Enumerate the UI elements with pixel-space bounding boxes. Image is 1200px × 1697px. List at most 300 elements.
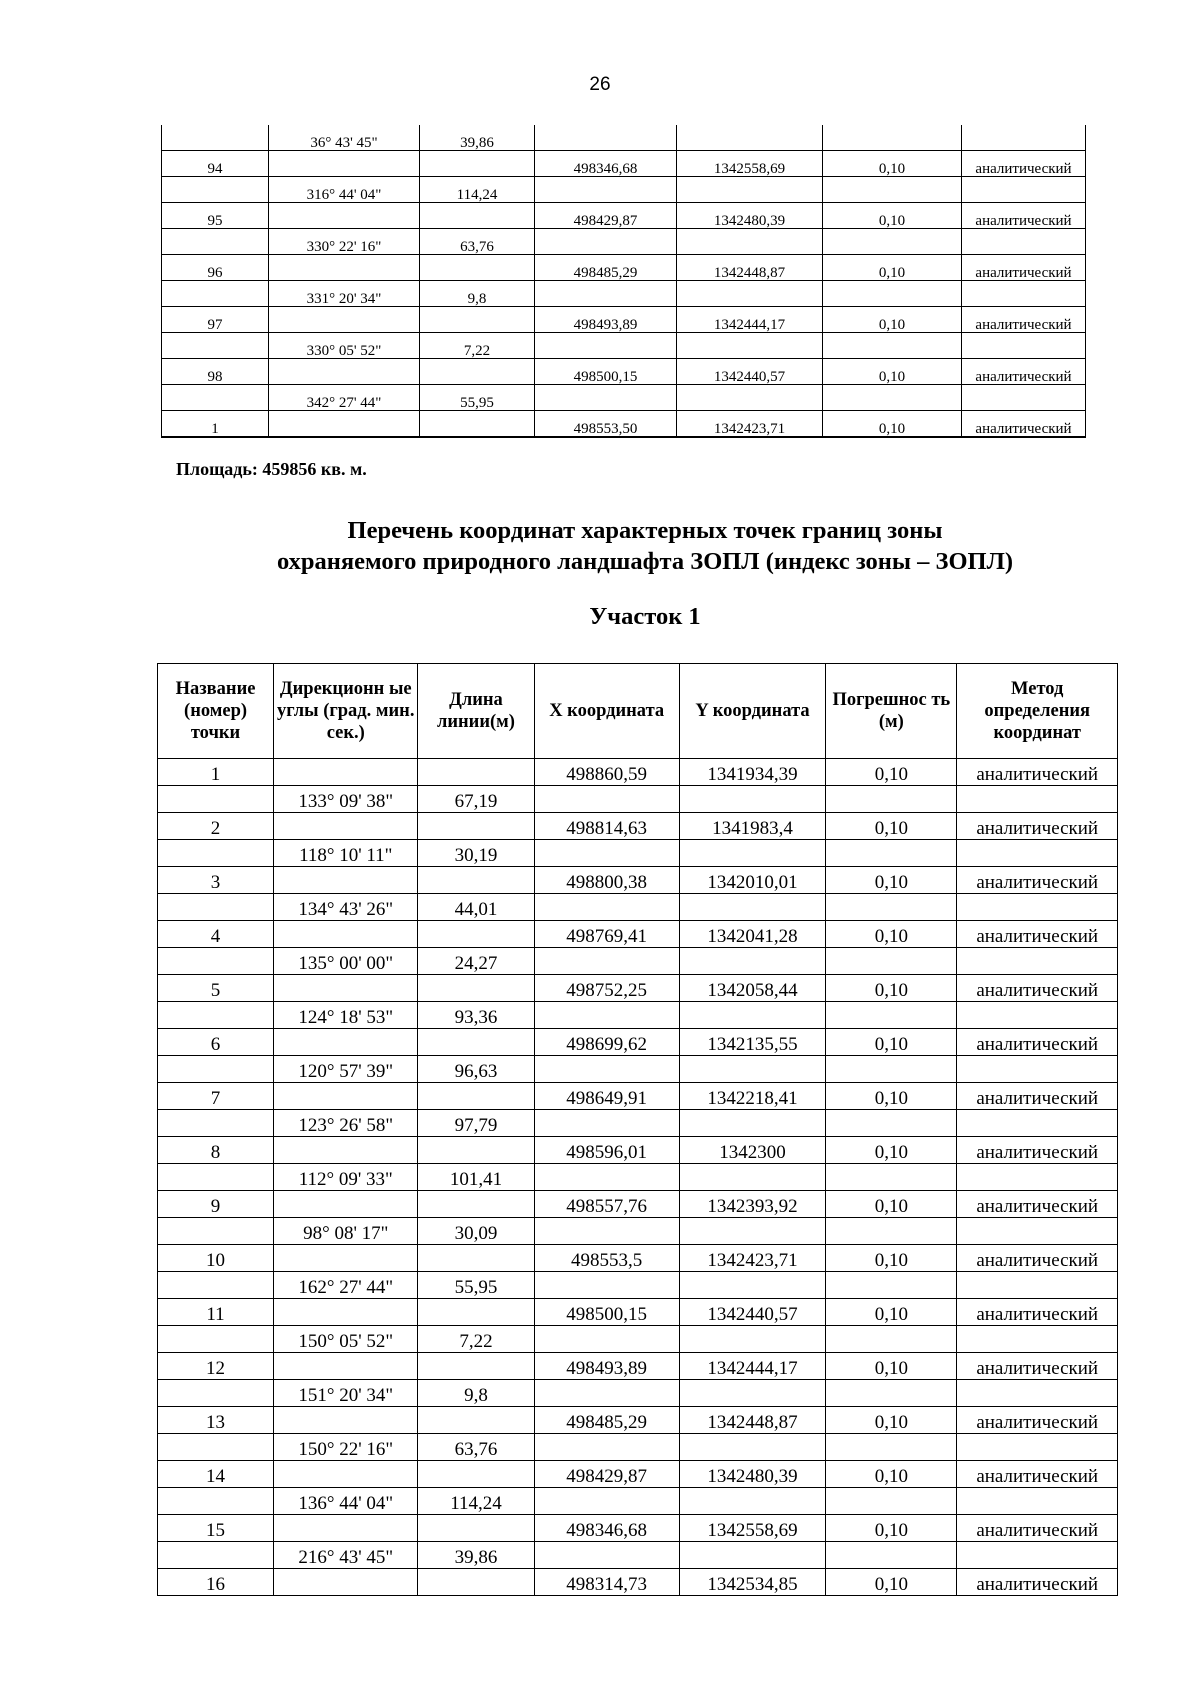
cell-x: 498596,01	[534, 1137, 679, 1164]
cell-angle: 316° 44' 04"	[269, 177, 420, 203]
cell-length: 44,01	[418, 894, 534, 921]
cell-x: 498493,89	[534, 1353, 679, 1380]
cell-angle: 36° 43' 45"	[269, 125, 420, 151]
cell-y: 1342440,57	[677, 359, 823, 385]
coordinates-table	[157, 663, 1118, 1596]
cell-error: 0,10	[826, 867, 957, 894]
cell-y	[677, 229, 823, 255]
cell-angle: 134° 43' 26"	[274, 894, 418, 921]
cell-method	[957, 1002, 1118, 1029]
cell-x: 498553,5	[534, 1245, 679, 1272]
cell-length: 24,27	[418, 948, 534, 975]
cell-angle: 342° 27' 44"	[269, 385, 420, 411]
cell-error: 0,10	[826, 759, 957, 786]
cell-method	[957, 1164, 1118, 1191]
cell-error	[823, 229, 962, 255]
cell-method	[957, 786, 1118, 813]
cell-error: 0,10	[826, 1029, 957, 1056]
cell-x	[534, 1434, 679, 1461]
table-row	[158, 759, 1118, 786]
cell-error	[823, 177, 962, 203]
cell-point	[158, 1326, 274, 1353]
cell-length	[420, 411, 535, 438]
cell-angle	[269, 203, 420, 229]
cell-error: 0,10	[823, 359, 962, 385]
cell-point	[158, 1488, 274, 1515]
cell-length	[418, 1191, 534, 1218]
cell-y	[679, 1272, 825, 1299]
cell-point: 3	[158, 867, 274, 894]
cell-method	[962, 177, 1086, 203]
table-row	[158, 1272, 1118, 1299]
cell-point: 94	[162, 151, 269, 177]
table-row	[162, 307, 1086, 333]
cell-point	[162, 385, 269, 411]
section-title-line1: Перечень координат характерных точек границ зоны	[347, 517, 943, 544]
cell-x: 498346,68	[535, 151, 677, 177]
cell-method: аналитический	[957, 1029, 1118, 1056]
cell-point: 4	[158, 921, 274, 948]
cell-x: 498485,29	[535, 255, 677, 281]
cell-y: 1342058,44	[679, 975, 825, 1002]
coordinates-table-continued	[161, 125, 1086, 438]
cell-method	[957, 1380, 1118, 1407]
header-angle: Дирекционн ые углы (град. мин. сек.)	[274, 664, 418, 759]
cell-point	[162, 177, 269, 203]
cell-error: 0,10	[826, 921, 957, 948]
cell-error	[826, 1380, 957, 1407]
cell-point	[158, 894, 274, 921]
cell-error	[823, 385, 962, 411]
cell-point	[158, 1542, 274, 1569]
cell-method: аналитический	[962, 411, 1086, 438]
cell-x	[535, 385, 677, 411]
cell-method: аналитический	[962, 359, 1086, 385]
cell-y	[679, 1218, 825, 1245]
cell-error: 0,10	[826, 1515, 957, 1542]
cell-angle	[269, 255, 420, 281]
table-row	[158, 1137, 1118, 1164]
cell-x: 498500,15	[535, 359, 677, 385]
table-row	[158, 1083, 1118, 1110]
cell-x	[534, 1488, 679, 1515]
cell-method: аналитический	[957, 1191, 1118, 1218]
cell-angle	[274, 759, 418, 786]
cell-x	[535, 281, 677, 307]
cell-y: 1342480,39	[677, 203, 823, 229]
cell-error	[823, 333, 962, 359]
cell-error	[826, 1164, 957, 1191]
cell-length	[420, 151, 535, 177]
cell-method	[962, 385, 1086, 411]
cell-x: 498649,91	[534, 1083, 679, 1110]
table-row	[158, 1002, 1118, 1029]
table-row	[162, 203, 1086, 229]
table-row	[158, 1056, 1118, 1083]
cell-length	[420, 359, 535, 385]
cell-length: 114,24	[420, 177, 535, 203]
cell-angle: 133° 09' 38"	[274, 786, 418, 813]
cell-angle	[269, 359, 420, 385]
cell-angle	[269, 411, 420, 438]
table-row	[158, 1569, 1118, 1596]
cell-x	[535, 177, 677, 203]
cell-point: 6	[158, 1029, 274, 1056]
cell-angle	[269, 307, 420, 333]
cell-point	[158, 1434, 274, 1461]
cell-point	[158, 786, 274, 813]
cell-error	[826, 1272, 957, 1299]
cell-method	[957, 1110, 1118, 1137]
cell-method: аналитический	[962, 255, 1086, 281]
cell-method	[957, 1434, 1118, 1461]
table-row	[158, 1434, 1118, 1461]
cell-error	[826, 786, 957, 813]
cell-angle: 330° 05' 52"	[269, 333, 420, 359]
cell-length	[418, 921, 534, 948]
cell-length: 7,22	[418, 1326, 534, 1353]
cell-method	[957, 894, 1118, 921]
cell-point	[158, 840, 274, 867]
coordinates-table-header	[158, 664, 1118, 759]
header-row	[158, 664, 1118, 759]
cell-method	[957, 1326, 1118, 1353]
cell-error: 0,10	[826, 1245, 957, 1272]
cell-angle	[274, 867, 418, 894]
cell-angle	[274, 1515, 418, 1542]
cell-x	[534, 1164, 679, 1191]
plot-subtitle: Участок 1	[589, 603, 701, 630]
cell-angle	[274, 1137, 418, 1164]
cell-angle	[274, 975, 418, 1002]
cell-angle: 330° 22' 16"	[269, 229, 420, 255]
cell-error	[823, 125, 962, 151]
cell-y: 1342135,55	[679, 1029, 825, 1056]
cell-error	[823, 281, 962, 307]
table-row	[158, 1407, 1118, 1434]
cell-y: 1342393,92	[679, 1191, 825, 1218]
header-x: X координата	[534, 664, 679, 759]
cell-y: 1342444,17	[677, 307, 823, 333]
cell-length	[418, 1461, 534, 1488]
table-row	[158, 1380, 1118, 1407]
cell-y: 1342448,87	[677, 255, 823, 281]
cell-error: 0,10	[826, 1461, 957, 1488]
cell-point: 9	[158, 1191, 274, 1218]
cell-point	[158, 948, 274, 975]
header-error: Погрешнос ть (м)	[826, 664, 957, 759]
table-row	[158, 975, 1118, 1002]
cell-length: 97,79	[418, 1110, 534, 1137]
table-row	[158, 1542, 1118, 1569]
cell-point	[162, 229, 269, 255]
cell-length: 114,24	[418, 1488, 534, 1515]
cell-x: 498557,76	[534, 1191, 679, 1218]
page-number: 26	[589, 74, 611, 95]
table-row	[158, 948, 1118, 975]
cell-method	[962, 281, 1086, 307]
cell-method: аналитический	[962, 203, 1086, 229]
cell-method: аналитический	[957, 1137, 1118, 1164]
cell-x: 498800,38	[534, 867, 679, 894]
cell-length	[418, 1299, 534, 1326]
cell-y	[679, 1164, 825, 1191]
cell-angle: 150° 05' 52"	[274, 1326, 418, 1353]
cell-x	[534, 786, 679, 813]
cell-length: 39,86	[420, 125, 535, 151]
cell-point: 13	[158, 1407, 274, 1434]
cell-y	[679, 1542, 825, 1569]
cell-length	[418, 1353, 534, 1380]
cell-y: 1342444,17	[679, 1353, 825, 1380]
cell-point: 98	[162, 359, 269, 385]
cell-y: 1341983,4	[679, 813, 825, 840]
cell-error	[826, 1434, 957, 1461]
cell-method: аналитический	[957, 1515, 1118, 1542]
cell-point	[158, 1164, 274, 1191]
cell-x: 498485,29	[534, 1407, 679, 1434]
cell-error	[826, 1218, 957, 1245]
cell-x	[534, 840, 679, 867]
cell-method: аналитический	[962, 151, 1086, 177]
cell-error: 0,10	[826, 1191, 957, 1218]
cell-y	[679, 1380, 825, 1407]
cell-method	[957, 1542, 1118, 1569]
cell-error: 0,10	[826, 1407, 957, 1434]
area-total: Площадь: 459856 кв. м.	[176, 459, 367, 479]
cell-length	[418, 1083, 534, 1110]
cell-y	[677, 125, 823, 151]
cell-method: аналитический	[957, 1407, 1118, 1434]
cell-error: 0,10	[826, 1137, 957, 1164]
cell-y	[679, 1488, 825, 1515]
header-length: Длина линии(м)	[418, 664, 534, 759]
cell-method: аналитический	[957, 1083, 1118, 1110]
cell-y: 1342423,71	[679, 1245, 825, 1272]
header-method: Метод определения координат	[957, 664, 1118, 759]
cell-y	[679, 786, 825, 813]
cell-method	[957, 1272, 1118, 1299]
cell-y	[679, 1326, 825, 1353]
cell-point: 2	[158, 813, 274, 840]
cell-x: 498860,59	[534, 759, 679, 786]
cell-y	[679, 840, 825, 867]
table-row	[158, 1029, 1118, 1056]
cell-angle	[274, 1029, 418, 1056]
table-row	[158, 1191, 1118, 1218]
cell-angle: 135° 00' 00"	[274, 948, 418, 975]
cell-length	[418, 1569, 534, 1596]
header-y: Y координата	[679, 664, 825, 759]
cell-length: 101,41	[418, 1164, 534, 1191]
cell-angle: 216° 43' 45"	[274, 1542, 418, 1569]
table-row	[158, 867, 1118, 894]
cell-point	[162, 125, 269, 151]
cell-x: 498752,25	[534, 975, 679, 1002]
cell-point: 1	[162, 411, 269, 438]
cell-point: 96	[162, 255, 269, 281]
cell-method	[957, 1056, 1118, 1083]
cell-error: 0,10	[823, 307, 962, 333]
cell-x: 498769,41	[534, 921, 679, 948]
cell-point	[158, 1380, 274, 1407]
cell-error	[826, 948, 957, 975]
cell-method: аналитический	[957, 759, 1118, 786]
table-row	[158, 1461, 1118, 1488]
cell-error: 0,10	[826, 813, 957, 840]
cell-method	[962, 125, 1086, 151]
cell-method: аналитический	[962, 307, 1086, 333]
cell-length: 55,95	[420, 385, 535, 411]
cell-angle	[274, 1353, 418, 1380]
cell-angle: 136° 44' 04"	[274, 1488, 418, 1515]
cell-x	[534, 1056, 679, 1083]
header-point: Название (номер) точки	[158, 664, 274, 759]
cell-length: 63,76	[420, 229, 535, 255]
cell-angle: 123° 26' 58"	[274, 1110, 418, 1137]
cell-method	[957, 1218, 1118, 1245]
cell-x	[534, 948, 679, 975]
cell-y: 1342534,85	[679, 1569, 825, 1596]
cell-y	[679, 1434, 825, 1461]
cell-length	[418, 1137, 534, 1164]
cell-method	[957, 1488, 1118, 1515]
cell-error	[826, 894, 957, 921]
table-row	[158, 1218, 1118, 1245]
cell-length: 55,95	[418, 1272, 534, 1299]
table-row	[162, 333, 1086, 359]
table-row	[162, 359, 1086, 385]
cell-angle: 98° 08' 17"	[274, 1218, 418, 1245]
cell-length: 7,22	[420, 333, 535, 359]
cell-method: аналитический	[957, 975, 1118, 1002]
cell-x: 498500,15	[534, 1299, 679, 1326]
table-row	[158, 813, 1118, 840]
cell-y: 1342300	[679, 1137, 825, 1164]
cell-x: 498814,63	[534, 813, 679, 840]
table-row	[158, 1515, 1118, 1542]
cell-angle	[274, 1083, 418, 1110]
cell-x: 498553,50	[535, 411, 677, 438]
cell-error: 0,10	[826, 1569, 957, 1596]
table-row	[158, 840, 1118, 867]
cell-angle	[274, 1569, 418, 1596]
cell-length	[420, 255, 535, 281]
cell-x: 498314,73	[534, 1569, 679, 1596]
cell-point: 12	[158, 1353, 274, 1380]
cell-point: 16	[158, 1569, 274, 1596]
cell-error	[826, 840, 957, 867]
cell-error: 0,10	[823, 151, 962, 177]
cell-method: аналитический	[957, 1245, 1118, 1272]
cell-length	[418, 1407, 534, 1434]
cell-method: аналитический	[957, 813, 1118, 840]
cell-length	[418, 1515, 534, 1542]
cell-angle: 162° 27' 44"	[274, 1272, 418, 1299]
cell-error	[826, 1002, 957, 1029]
cell-point: 11	[158, 1299, 274, 1326]
cell-length: 30,09	[418, 1218, 534, 1245]
cell-y	[679, 1002, 825, 1029]
cell-point	[158, 1110, 274, 1137]
table-row	[158, 1488, 1118, 1515]
cell-y: 1342448,87	[679, 1407, 825, 1434]
cell-x	[535, 229, 677, 255]
cell-point	[158, 1002, 274, 1029]
cell-method: аналитический	[957, 1299, 1118, 1326]
cell-error	[826, 1056, 957, 1083]
cell-y: 1342041,28	[679, 921, 825, 948]
cell-length	[420, 307, 535, 333]
cell-length: 9,8	[418, 1380, 534, 1407]
cell-method: аналитический	[957, 1353, 1118, 1380]
cell-angle	[274, 1407, 418, 1434]
cell-length: 93,36	[418, 1002, 534, 1029]
cell-length	[418, 867, 534, 894]
cell-method: аналитический	[957, 921, 1118, 948]
cell-x: 498493,89	[535, 307, 677, 333]
cell-method: аналитический	[957, 1569, 1118, 1596]
cell-y: 1342010,01	[679, 867, 825, 894]
cell-method	[962, 229, 1086, 255]
table-row	[158, 786, 1118, 813]
cell-x	[534, 1002, 679, 1029]
cell-x: 498346,68	[534, 1515, 679, 1542]
cell-error	[826, 1488, 957, 1515]
cell-x	[534, 894, 679, 921]
cell-x	[534, 1272, 679, 1299]
cell-error: 0,10	[826, 1353, 957, 1380]
cell-error: 0,10	[826, 975, 957, 1002]
cell-error: 0,10	[823, 203, 962, 229]
cell-x	[534, 1380, 679, 1407]
cell-angle	[274, 813, 418, 840]
cell-angle: 151° 20' 34"	[274, 1380, 418, 1407]
cell-angle: 331° 20' 34"	[269, 281, 420, 307]
cell-length	[418, 813, 534, 840]
cell-point: 14	[158, 1461, 274, 1488]
cell-length: 67,19	[418, 786, 534, 813]
cell-y: 1342558,69	[677, 151, 823, 177]
cell-length: 30,19	[418, 840, 534, 867]
cell-x: 498429,87	[535, 203, 677, 229]
cell-method: аналитический	[957, 867, 1118, 894]
cell-point: 95	[162, 203, 269, 229]
table-row	[158, 1326, 1118, 1353]
cell-angle	[274, 921, 418, 948]
section-title-line2: охраняемого природного ландшафта ЗОПЛ (индекс зоны – ЗОПЛ)	[276, 548, 1014, 575]
cell-point	[158, 1218, 274, 1245]
cell-point	[162, 333, 269, 359]
cell-y	[679, 948, 825, 975]
table-row	[158, 1245, 1118, 1272]
cell-y	[677, 177, 823, 203]
cell-point	[158, 1056, 274, 1083]
cell-length	[418, 759, 534, 786]
cell-y	[679, 1056, 825, 1083]
cell-y: 1342440,57	[679, 1299, 825, 1326]
cell-method: аналитический	[957, 1461, 1118, 1488]
cell-error: 0,10	[826, 1299, 957, 1326]
cell-point: 1	[158, 759, 274, 786]
cell-angle	[269, 151, 420, 177]
table-row	[158, 1353, 1118, 1380]
cell-y	[679, 1110, 825, 1137]
cell-length	[418, 975, 534, 1002]
cell-angle: 124° 18' 53"	[274, 1002, 418, 1029]
table-row	[162, 281, 1086, 307]
section-title	[0, 515, 1200, 577]
